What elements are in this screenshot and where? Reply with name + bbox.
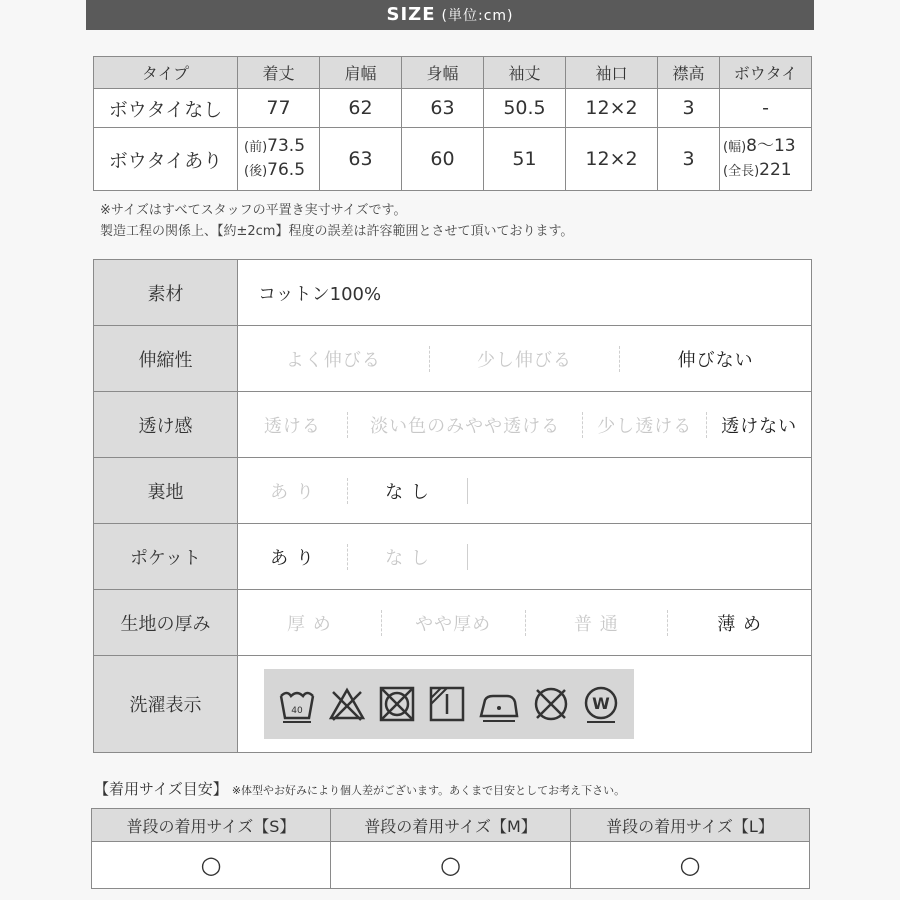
fit-mark-m: ○ <box>331 842 571 889</box>
pocket-label: ポケット <box>94 524 238 590</box>
cell-collar: 3 <box>658 128 720 191</box>
lining-row <box>94 458 812 524</box>
fit-mark-l: ○ <box>571 842 810 889</box>
cell-collar: 3 <box>658 89 720 128</box>
thickness-row <box>94 590 812 656</box>
col-header-bowtie: ボウタイ <box>720 57 812 89</box>
col-header-body: 身幅 <box>402 57 484 89</box>
lining-option-no: な し <box>348 478 468 504</box>
stretch-row <box>94 326 812 392</box>
thickness-option-slightly-thick: やや厚め <box>382 610 526 636</box>
table-row <box>94 128 812 191</box>
stretch-option-high: よく伸びる <box>238 346 430 372</box>
care-symbols <box>264 669 634 739</box>
iron-low-icon <box>477 684 521 724</box>
size-table-header-row <box>94 57 812 89</box>
fit-mark-s: ○ <box>92 842 331 889</box>
col-header-type: タイプ <box>94 57 238 89</box>
fit-table-header-row <box>92 809 810 842</box>
sheer-row <box>94 392 812 458</box>
size-notes <box>100 200 573 242</box>
back-value: 76.5 <box>267 160 306 180</box>
sheer-option-none: 透けない <box>721 415 798 437</box>
lining-option-yes: あ り <box>238 478 348 504</box>
cell-bowtie <box>720 128 812 191</box>
fit-table <box>91 808 810 889</box>
cell-body: 63 <box>402 89 484 128</box>
cell-cuff: 12×2 <box>566 89 658 128</box>
sheer-options <box>238 392 812 458</box>
fit-guide-title <box>94 778 625 799</box>
material-table <box>93 259 812 753</box>
pocket-option-no: な し <box>348 544 468 570</box>
cell-cuff: 12×2 <box>566 128 658 191</box>
note-line-2: 製造工程の関係上、【約±2cm】程度の誤差は許容範囲とさせて頂いております。 <box>100 224 574 239</box>
sheer-option-sheer: 透ける <box>238 412 348 438</box>
care-cell <box>238 656 812 753</box>
fit-col-s: 普段の着用サイズ【S】 <box>92 809 331 842</box>
bowtie-width-value: 8〜13 <box>746 136 796 156</box>
no-tumble-dry-icon <box>377 684 417 724</box>
fit-guide-note: ※体型やお好みにより個人差がございます。あくまで目安としてお考え下さい。 <box>231 784 626 797</box>
bowtie-width-label: (幅) <box>723 140 747 155</box>
lining-label: 裏地 <box>94 458 238 524</box>
material-label: 素材 <box>94 260 238 326</box>
drip-dry-shade-icon <box>427 684 467 724</box>
col-header-length: 着丈 <box>238 57 320 89</box>
front-label: (前) <box>244 140 268 155</box>
cell-length <box>238 128 320 191</box>
pocket-option-yes: あ り <box>238 544 348 570</box>
size-table <box>93 56 812 191</box>
thickness-label: 生地の厚み <box>94 590 238 656</box>
cell-sleeve: 50.5 <box>484 89 566 128</box>
back-label: (後) <box>244 164 268 179</box>
wet-clean-letter: W <box>592 694 610 713</box>
note-line-1: ※サイズはすべてスタッフの平置き実寸サイズです。 <box>100 203 407 218</box>
bowtie-total-label: (全長) <box>723 164 760 179</box>
stretch-label: 伸縮性 <box>94 326 238 392</box>
sheer-option-light-colors: 淡い色のみやや透ける <box>348 412 584 438</box>
care-label: 洗濯表示 <box>94 656 238 753</box>
fit-table-row <box>92 842 810 889</box>
care-row <box>94 656 812 753</box>
thickness-option-thin: 薄 め <box>717 613 762 635</box>
sheer-option-slight: 少し透ける <box>583 412 707 438</box>
size-unit: (単位:cm) <box>441 8 514 24</box>
lining-options <box>238 458 812 524</box>
pocket-options <box>238 524 812 590</box>
no-bleach-icon <box>327 684 367 724</box>
col-header-cuff: 袖口 <box>566 57 658 89</box>
fit-guide-heading: 【着用サイズ目安】 <box>94 780 228 798</box>
material-value: コットン100% <box>258 283 382 305</box>
col-header-collar: 襟高 <box>658 57 720 89</box>
cell-body: 60 <box>402 128 484 191</box>
row-type: ボウタイなし <box>94 89 238 128</box>
cell-bowtie: - <box>720 89 812 128</box>
row-type: ボウタイあり <box>94 128 238 191</box>
col-header-shoulder: 肩幅 <box>320 57 402 89</box>
sheer-label: 透け感 <box>94 392 238 458</box>
front-value: 73.5 <box>267 136 306 156</box>
material-value-cell <box>238 260 812 326</box>
thickness-option-normal: 普 通 <box>526 610 669 636</box>
bowtie-total-value: 221 <box>759 160 792 180</box>
wash-temp-text: 40 <box>291 706 303 716</box>
fit-col-m: 普段の着用サイズ【M】 <box>331 809 571 842</box>
stretch-option-none: 伸びない <box>677 349 754 371</box>
col-header-sleeve: 袖丈 <box>484 57 566 89</box>
material-row <box>94 260 812 326</box>
size-header <box>86 0 814 30</box>
thickness-options <box>238 590 812 656</box>
thickness-option-thick: 厚 め <box>238 610 382 636</box>
wet-clean-icon <box>581 684 621 724</box>
pocket-row <box>94 524 812 590</box>
stretch-option-some: 少し伸びる <box>430 346 621 372</box>
size-title: SIZE <box>386 4 436 25</box>
stretch-options <box>238 326 812 392</box>
table-row <box>94 89 812 128</box>
cell-length: 77 <box>238 89 320 128</box>
wash-40-icon <box>277 684 317 724</box>
cell-shoulder: 63 <box>320 128 402 191</box>
fit-col-l: 普段の着用サイズ【L】 <box>571 809 810 842</box>
cell-shoulder: 62 <box>320 89 402 128</box>
cell-sleeve: 51 <box>484 128 566 191</box>
no-dry-clean-icon <box>531 684 571 724</box>
